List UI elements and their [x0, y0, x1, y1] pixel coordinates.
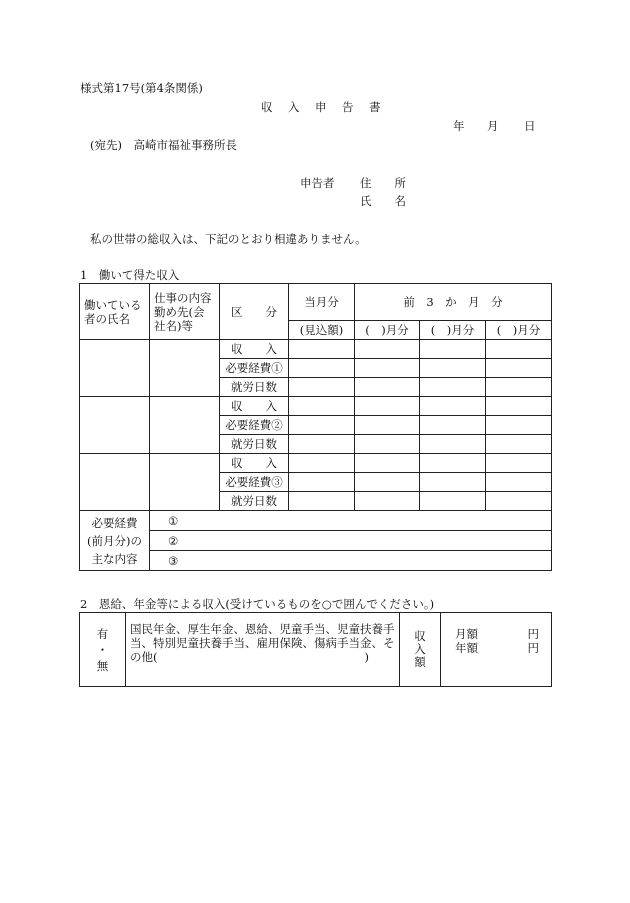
pension-income-table [79, 612, 552, 687]
job-cell-3[interactable] [150, 454, 220, 511]
monthly-yen: 円 [527, 627, 539, 641]
monthly-label: 月額 [455, 627, 478, 641]
value-cell[interactable] [355, 378, 420, 397]
worker-name-cell-2[interactable] [80, 397, 150, 454]
value-cell[interactable] [355, 492, 420, 511]
value-cell[interactable] [420, 435, 486, 454]
value-cell[interactable] [289, 416, 355, 435]
row-label-expense-3: 必要経費③ [220, 473, 289, 492]
value-cell[interactable] [486, 416, 552, 435]
value-cell[interactable] [355, 340, 420, 359]
value-cell[interactable] [420, 416, 486, 435]
annual-yen: 円 [527, 641, 539, 655]
value-cell[interactable] [486, 454, 552, 473]
date-day-label: 日 [524, 119, 536, 133]
form-number: 様式第17号(第4条関係) [80, 81, 203, 95]
worker-name-cell-3[interactable] [80, 454, 150, 511]
section1-title: 1 働いて得た収入 [80, 268, 180, 282]
yes-label: 有 [96, 626, 109, 641]
row-label-days-3: 就労日数 [220, 492, 289, 511]
annual-label: 年額 [455, 641, 478, 655]
value-cell[interactable] [355, 454, 420, 473]
value-cell[interactable] [355, 359, 420, 378]
income-amount-label: 収入額 [400, 613, 441, 687]
value-cell[interactable] [420, 340, 486, 359]
expense-content-line-2[interactable]: ② [150, 531, 552, 551]
job-cell-2[interactable] [150, 397, 220, 454]
date-year-label: 年 [453, 119, 465, 133]
declaration-text: 私の世帯の総収入は、下記のとおり相違ありません。 [90, 232, 367, 246]
row-label-expense-2: 必要経費② [220, 416, 289, 435]
value-cell[interactable] [420, 359, 486, 378]
header-estimate: (見込額) [289, 321, 355, 340]
value-cell[interactable] [289, 492, 355, 511]
header-prior-three-months: 前 3 か 月 分 [355, 284, 552, 321]
row-label-expense-1: 必要経費① [220, 359, 289, 378]
value-cell[interactable] [289, 454, 355, 473]
value-cell[interactable] [486, 492, 552, 511]
row-label-income-3: 収 入 [220, 454, 289, 473]
expense-content-line-3[interactable]: ③ [150, 551, 552, 571]
value-cell[interactable] [355, 473, 420, 492]
value-cell[interactable] [486, 397, 552, 416]
document-title: 収 入 申 告 書 [261, 100, 383, 114]
header-worker-name: 働いている者の氏名 [80, 284, 150, 340]
value-cell[interactable] [289, 340, 355, 359]
value-cell[interactable] [289, 378, 355, 397]
worker-name-cell-1[interactable] [80, 340, 150, 397]
value-cell[interactable] [420, 454, 486, 473]
expense-content-line-1[interactable]: ① [150, 511, 552, 531]
row-label-income-2: 収 入 [220, 397, 289, 416]
value-cell[interactable] [420, 397, 486, 416]
value-cell[interactable] [420, 492, 486, 511]
value-cell[interactable] [355, 435, 420, 454]
earned-income-table [79, 283, 552, 571]
expenses-content-label: 必要経費(前月分)の主な内容 [80, 511, 150, 571]
value-cell[interactable] [289, 359, 355, 378]
value-cell[interactable] [289, 397, 355, 416]
applicant-address-label: 住 所 [360, 176, 406, 190]
header-current-month: 当月分 [289, 284, 355, 321]
value-cell[interactable] [355, 397, 420, 416]
applicant-name-label: 氏 名 [360, 194, 406, 208]
header-month-2: ( )月分 [420, 321, 486, 340]
section2-title: 2 恩給、年金等による収入(受けているものを○で囲んでください。) [80, 597, 435, 611]
addressee: (宛先) 高崎市福祉事務所長 [90, 138, 237, 152]
separator-dot: ・ [96, 642, 109, 657]
value-cell[interactable] [486, 473, 552, 492]
row-label-days-2: 就労日数 [220, 435, 289, 454]
header-month-3: ( )月分 [486, 321, 552, 340]
header-job: 仕事の内容勤め先(会社名)等 [150, 284, 220, 340]
amount-cell[interactable] [441, 613, 552, 687]
value-cell[interactable] [486, 340, 552, 359]
value-cell[interactable] [355, 416, 420, 435]
job-cell-1[interactable] [150, 340, 220, 397]
yes-no-cell[interactable] [80, 613, 126, 687]
applicant-label: 申告者 [300, 176, 335, 190]
header-category: 区 分 [220, 284, 289, 340]
value-cell[interactable] [486, 359, 552, 378]
date-month-label: 月 [487, 119, 499, 133]
header-month-1: ( )月分 [355, 321, 420, 340]
no-label: 無 [96, 658, 109, 673]
value-cell[interactable] [486, 435, 552, 454]
value-cell[interactable] [420, 378, 486, 397]
value-cell[interactable] [420, 473, 486, 492]
value-cell[interactable] [289, 435, 355, 454]
value-cell[interactable] [486, 378, 552, 397]
row-label-days-1: 就労日数 [220, 378, 289, 397]
row-label-income-1: 収 入 [220, 340, 289, 359]
value-cell[interactable] [289, 473, 355, 492]
pension-types-list: 国民年金、厚生年金、恩給、児童手当、児童扶養手当、特別児童扶養手当、雇用保険、傷病手当金、その他( ) [126, 613, 400, 687]
